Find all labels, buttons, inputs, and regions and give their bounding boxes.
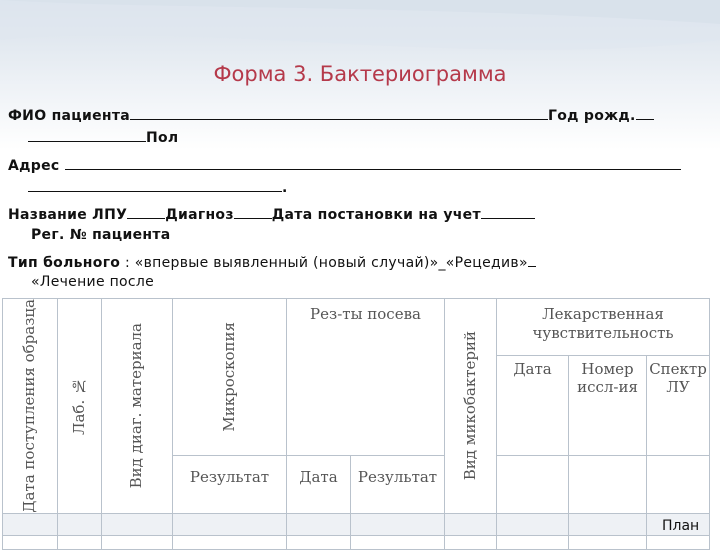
sex-label: Пол xyxy=(146,130,179,146)
table-cell[interactable] xyxy=(351,535,445,549)
lpu-row xyxy=(8,205,535,223)
table-cell[interactable] xyxy=(497,535,569,549)
header-mycobacteria: Вид микобактерий xyxy=(445,299,497,514)
registration-date-label: Дата постановки на учет xyxy=(271,207,481,223)
subheader-culture-result: Результат xyxy=(351,455,445,513)
table-row xyxy=(3,513,710,535)
table-cell[interactable] xyxy=(58,513,102,535)
table-cell[interactable] xyxy=(58,535,102,549)
address-row-2 xyxy=(28,178,288,196)
subheader-culture-date: Дата xyxy=(287,455,351,513)
patient-type-cont: «Лечение после xyxy=(31,274,155,290)
table-cell[interactable] xyxy=(173,535,287,549)
subheader-result-micro: Результат xyxy=(173,455,287,513)
header-material: Вид диаг. материала xyxy=(102,299,173,514)
address-end: . xyxy=(282,180,288,196)
table-cell[interactable] xyxy=(445,535,497,549)
header-culture: Рез-ты посева xyxy=(287,299,445,456)
patient-type-row-2 xyxy=(31,274,154,290)
header-sensitivity: Лекарственная чувствительность xyxy=(497,299,710,356)
lpu-field[interactable] xyxy=(127,205,165,219)
plan-label: План xyxy=(662,518,700,534)
table-cell[interactable] xyxy=(102,535,173,549)
header-date-received: Дата поступления образца xyxy=(3,299,58,514)
reg-number-row xyxy=(31,227,171,243)
fio-label: ФИО пациента xyxy=(8,108,131,124)
birth-year-field-cont[interactable] xyxy=(28,128,146,142)
fio-field[interactable] xyxy=(130,106,548,120)
diagnosis-field[interactable] xyxy=(234,205,272,219)
table-cell[interactable] xyxy=(3,535,58,549)
table-cell[interactable] xyxy=(647,455,710,513)
reg-number-label: Рег. № пациента xyxy=(31,227,171,243)
address-label: Адрес xyxy=(8,158,60,174)
table-row xyxy=(3,535,710,549)
patient-type-field[interactable] xyxy=(528,253,536,267)
bacteriogram-table xyxy=(2,298,710,550)
table-cell[interactable] xyxy=(287,535,351,549)
address-field[interactable] xyxy=(65,156,681,170)
table-cell[interactable] xyxy=(102,513,173,535)
address-field-cont[interactable] xyxy=(28,178,282,192)
table-cell[interactable] xyxy=(351,513,445,535)
patient-type-options: : «впервые выявленный (новый случай)»_«Рецедив» xyxy=(120,255,528,271)
table-cell[interactable] xyxy=(497,513,569,535)
table-cell[interactable] xyxy=(569,535,647,549)
fio-row xyxy=(8,106,654,124)
sex-row xyxy=(28,128,179,146)
table-cell[interactable] xyxy=(569,513,647,535)
table-cell[interactable] xyxy=(3,513,58,535)
table-cell[interactable] xyxy=(173,513,287,535)
birth-year-field[interactable] xyxy=(636,106,654,120)
patient-type-label: Тип больного xyxy=(8,255,121,271)
birth-year-label: Год рожд. xyxy=(548,108,636,124)
page-title: Форма 3. Бактериограмма xyxy=(213,62,507,86)
table-cell[interactable] xyxy=(497,455,569,513)
header-lab-no: Лаб. № xyxy=(58,299,102,514)
subheader-study-no: Номер иссл-ия xyxy=(569,355,647,455)
table-cell[interactable] xyxy=(445,513,497,535)
patient-type-row xyxy=(8,253,536,271)
table-cell[interactable] xyxy=(569,455,647,513)
header-microscopy: Микроскопия xyxy=(173,299,287,456)
address-row xyxy=(8,156,681,174)
registration-date-field[interactable] xyxy=(481,205,535,219)
diagnosis-label: Диагноз xyxy=(165,207,234,223)
lpu-label: Название ЛПУ xyxy=(8,207,128,223)
subheader-date: Дата xyxy=(497,355,569,455)
table-cell[interactable] xyxy=(647,535,710,549)
table-cell[interactable] xyxy=(287,513,351,535)
subheader-spectrum: Спектр ЛУ xyxy=(647,355,710,455)
